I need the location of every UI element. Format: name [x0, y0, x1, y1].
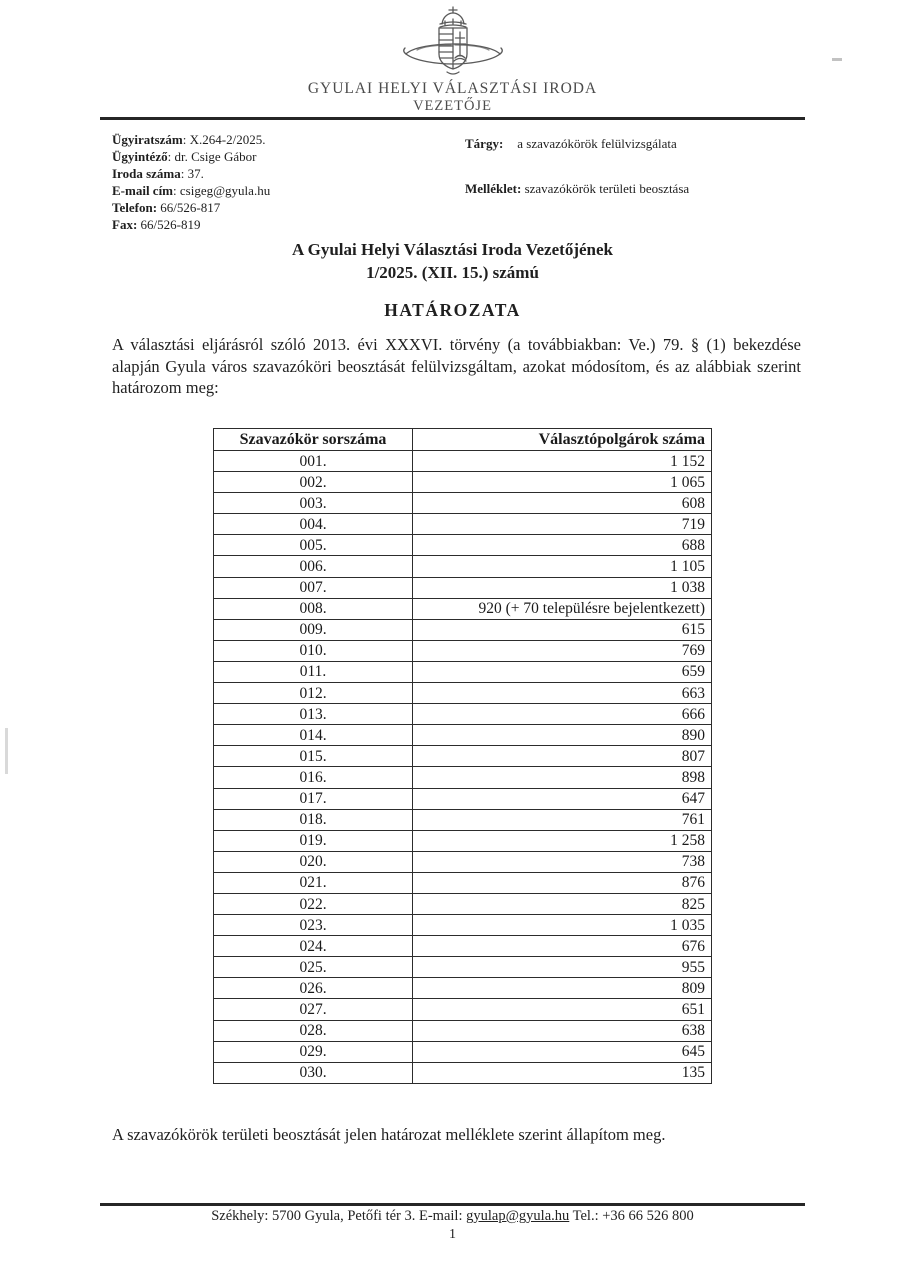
- voter-count-cell: 1 105: [413, 556, 712, 577]
- voter-count-cell: 769: [413, 640, 712, 661]
- table-row: [214, 556, 712, 577]
- table-row: [214, 1041, 712, 1062]
- table-row: [214, 999, 712, 1020]
- precinct-number-cell: 017.: [214, 788, 413, 809]
- clerk-label: Ügyintéző: [112, 149, 168, 164]
- decision-heading: HATÁROZATA: [384, 300, 521, 320]
- attachment-line: [465, 181, 689, 197]
- voter-count-cell: 1 035: [413, 915, 712, 936]
- precinct-number-cell: 013.: [214, 704, 413, 725]
- title-line-2: 1/2025. (XII. 15.) számú: [366, 263, 539, 282]
- case-number-line: [112, 131, 270, 148]
- fax-label: Fax:: [112, 217, 138, 232]
- voter-count-cell: 135: [413, 1062, 712, 1083]
- footer-divider: [100, 1203, 805, 1206]
- voter-count-cell: 1 258: [413, 830, 712, 851]
- closing-paragraph: A szavazókörök területi beosztását jelen határozat melléklete szerint állapítom meg.: [112, 1125, 666, 1144]
- header-divider: [100, 117, 805, 120]
- org-role: VEZETŐJE: [413, 98, 492, 114]
- precinct-number-cell: 022.: [214, 893, 413, 914]
- voter-count-cell: 1 065: [413, 472, 712, 493]
- attachment-value: szavazókörök területi beosztása: [524, 181, 690, 196]
- column-header-precinct: Szavazókör sorszáma: [214, 429, 413, 451]
- voter-count-cell: 738: [413, 851, 712, 872]
- table-row: [214, 1020, 712, 1041]
- table-row: [214, 493, 712, 514]
- email-value: : csigeg@gyula.hu: [173, 183, 271, 198]
- voter-count-cell: 876: [413, 872, 712, 893]
- table-row: [214, 472, 712, 493]
- voter-count-cell: 663: [413, 683, 712, 704]
- voter-count-cell: 898: [413, 767, 712, 788]
- table-row: [214, 957, 712, 978]
- office-number-label: Iroda száma: [112, 166, 181, 181]
- office-number-value: : 37.: [180, 166, 204, 181]
- table-row: [214, 535, 712, 556]
- precinct-number-cell: 011.: [214, 661, 413, 682]
- precinct-number-cell: 004.: [214, 514, 413, 535]
- subject-value: a szavazókörök felülvizsgálata: [517, 136, 677, 151]
- precinct-number-cell: 003.: [214, 493, 413, 514]
- scan-artifact: [832, 58, 842, 61]
- precinct-number-cell: 012.: [214, 683, 413, 704]
- table-row: [214, 683, 712, 704]
- voter-count-cell: 608: [413, 493, 712, 514]
- footer-phone: Tel.: +36 66 526 800: [569, 1208, 694, 1224]
- office-number-line: [112, 165, 270, 182]
- table-row: [214, 767, 712, 788]
- precinct-number-cell: 024.: [214, 936, 413, 957]
- precinct-number-cell: 008.: [214, 598, 413, 619]
- voter-count-cell: 807: [413, 746, 712, 767]
- precinct-number-cell: 009.: [214, 619, 413, 640]
- table-row: [214, 661, 712, 682]
- precinct-number-cell: 029.: [214, 1041, 413, 1062]
- precinct-number-cell: 019.: [214, 830, 413, 851]
- table-row: [214, 851, 712, 872]
- clerk-line: [112, 148, 270, 165]
- title-line-1: A Gyulai Helyi Választási Iroda Vezetőjének: [292, 240, 613, 259]
- decision-paragraph: A választási eljárásról szóló 2013. évi XXXVI. törvény (a továbbiakban: Ve.) 79. § (1) bekezdése alapján Gyula város szavazóköri beosztását felülvizsgáltam, azokat módosítom, és az alábbiak szerint határozom meg:: [112, 335, 801, 397]
- table-row: [214, 640, 712, 661]
- table-header-row: [214, 429, 712, 451]
- voter-count-cell: 666: [413, 704, 712, 725]
- email-label: E-mail cím: [112, 183, 174, 198]
- precinct-number-cell: 018.: [214, 809, 413, 830]
- voter-count-cell: 890: [413, 725, 712, 746]
- precinct-number-cell: 010.: [214, 640, 413, 661]
- precinct-number-cell: 016.: [214, 767, 413, 788]
- fax-line: [112, 216, 270, 233]
- precinct-number-cell: 027.: [214, 999, 413, 1020]
- voter-count-cell: 651: [413, 999, 712, 1020]
- voter-count-cell: 1 038: [413, 577, 712, 598]
- hungarian-coat-of-arms-icon: [393, 6, 513, 85]
- precinct-number-cell: 023.: [214, 915, 413, 936]
- org-name: GYULAI HELYI VÁLASZTÁSI IRODA: [307, 80, 598, 97]
- precinct-number-cell: 030.: [214, 1062, 413, 1083]
- table-row: [214, 1062, 712, 1083]
- table-row: [214, 619, 712, 640]
- table-row: [214, 936, 712, 957]
- voter-count-cell: 1 152: [413, 451, 712, 472]
- subject-meta-block: [465, 136, 689, 197]
- table-row: [214, 978, 712, 999]
- voter-count-cell: 638: [413, 1020, 712, 1041]
- voter-count-cell: 955: [413, 957, 712, 978]
- subject-line: [465, 136, 689, 152]
- precinct-number-cell: 028.: [214, 1020, 413, 1041]
- case-number-value: : X.264-2/2025.: [182, 132, 266, 147]
- voter-count-cell: 809: [413, 978, 712, 999]
- email-line: [112, 182, 270, 199]
- precinct-table: [213, 428, 712, 1084]
- scan-artifact: [5, 728, 8, 774]
- fax-value: 66/526-819: [137, 217, 201, 232]
- precinct-number-cell: 014.: [214, 725, 413, 746]
- footer-email-link[interactable]: gyulap@gyula.hu: [466, 1208, 570, 1224]
- precinct-number-cell: 020.: [214, 851, 413, 872]
- voter-count-cell: 615: [413, 619, 712, 640]
- precinct-number-cell: 007.: [214, 577, 413, 598]
- subject-label: Tárgy:: [465, 136, 504, 151]
- precinct-number-cell: 001.: [214, 451, 413, 472]
- table-row: [214, 915, 712, 936]
- voter-count-cell: 645: [413, 1041, 712, 1062]
- table-row: [214, 746, 712, 767]
- table-row: [214, 514, 712, 535]
- case-meta-block: [112, 131, 270, 233]
- document-title: [0, 238, 905, 284]
- table-row: [214, 893, 712, 914]
- precinct-number-cell: 005.: [214, 535, 413, 556]
- voter-count-cell: 920 (+ 70 településre bejelentkezett): [413, 598, 712, 619]
- footer-address: Székhely: 5700 Gyula, Petőfi tér 3. E-mail:: [211, 1208, 467, 1224]
- precinct-number-cell: 025.: [214, 957, 413, 978]
- attachment-label: Melléklet:: [465, 181, 522, 196]
- table-row: [214, 788, 712, 809]
- voter-count-cell: 676: [413, 936, 712, 957]
- clerk-value: : dr. Csige Gábor: [167, 149, 257, 164]
- table-row: [214, 872, 712, 893]
- voter-count-cell: 719: [413, 514, 712, 535]
- table-row: [214, 830, 712, 851]
- voter-count-cell: 688: [413, 535, 712, 556]
- table-row: [214, 577, 712, 598]
- precinct-number-cell: 026.: [214, 978, 413, 999]
- case-number-label: Ügyiratszám: [112, 132, 183, 147]
- column-header-voters: Választópolgárok száma: [413, 429, 712, 451]
- voter-count-cell: 659: [413, 661, 712, 682]
- voter-count-cell: 647: [413, 788, 712, 809]
- footer-contact-line: [0, 1208, 905, 1225]
- phone-label: Telefon:: [112, 200, 158, 215]
- table-row: [214, 704, 712, 725]
- table-row: [214, 451, 712, 472]
- phone-line: [112, 199, 270, 216]
- phone-value: 66/526-817: [157, 200, 221, 215]
- page-number: 1: [449, 1227, 456, 1242]
- table-row: [214, 725, 712, 746]
- precinct-number-cell: 015.: [214, 746, 413, 767]
- table-row: [214, 598, 712, 619]
- precinct-number-cell: 002.: [214, 472, 413, 493]
- precinct-number-cell: 006.: [214, 556, 413, 577]
- voter-count-cell: 825: [413, 893, 712, 914]
- table-row: [214, 809, 712, 830]
- precinct-number-cell: 021.: [214, 872, 413, 893]
- voter-count-cell: 761: [413, 809, 712, 830]
